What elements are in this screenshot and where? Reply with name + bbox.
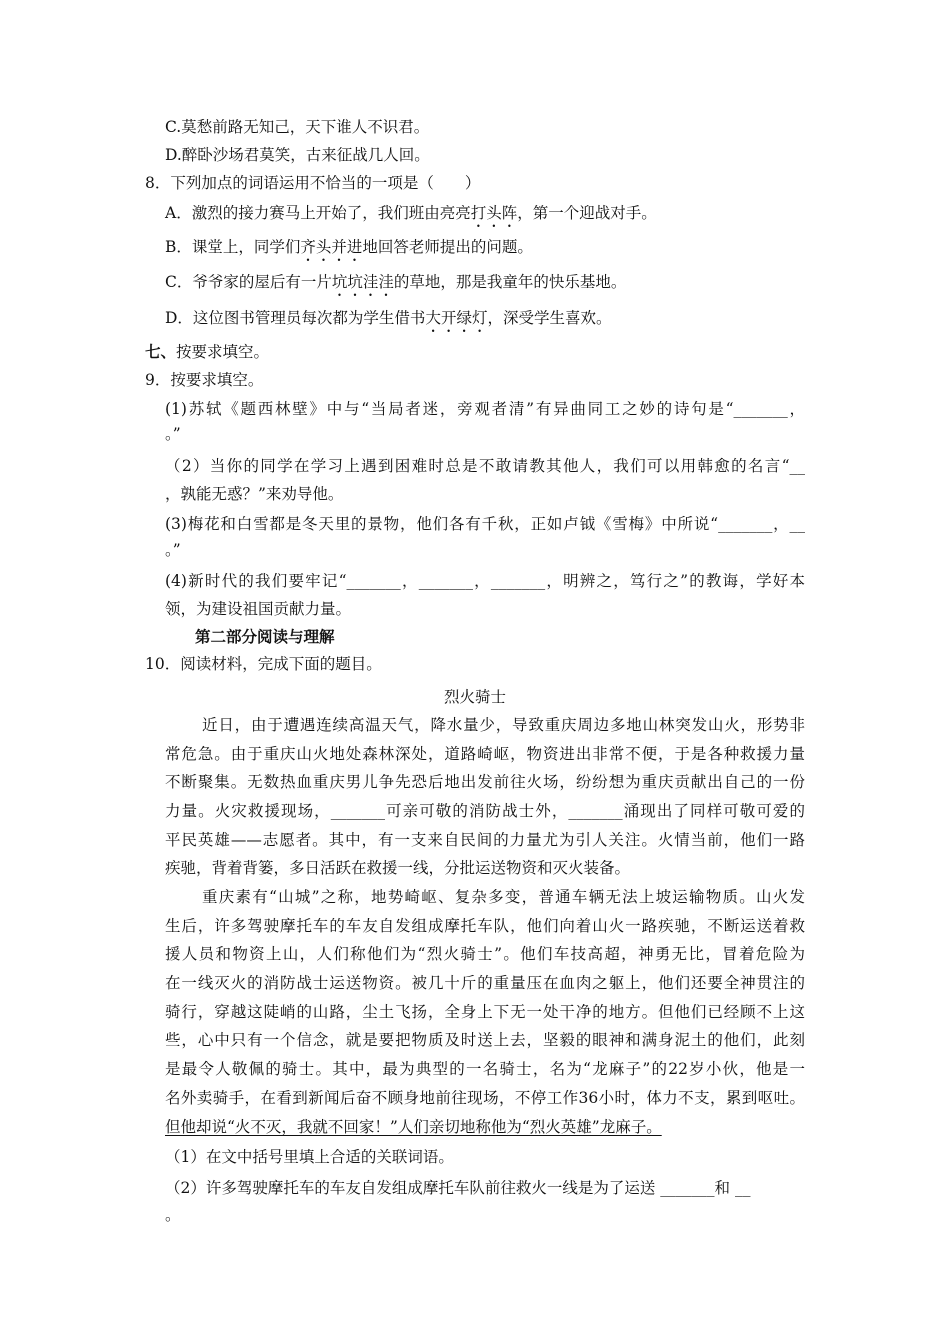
q10-sub-question-2-end: 。 (165, 1206, 181, 1224)
passage-line: 骑行，穿越这陡峭的山路，尘土飞扬，全身上下无一处干净的地方。但他们已经顾不上这 (165, 1003, 805, 1021)
q9-line: (3)梅花和白雪都是冬天里的景物，他们各有千秋，正如卢钺《雪梅》中所说“_______，__ (165, 515, 805, 533)
passage-line-underlined: 但他却说“火不灭，我就不回家！”人们亲切地称他为“烈火英雄”龙麻子。 (165, 1118, 662, 1136)
dotted-word: 坑坑洼洼 (331, 273, 394, 291)
part-2-title: 第二部分阅读与理解 (195, 627, 335, 646)
passage-line: 生后，许多驾驶摩托车的车友自发组成摩托车队，他们向着山火一路疾驰，不断运送着救 (165, 917, 805, 935)
dotted-word: 大开绿灯 (425, 309, 488, 327)
passage-line: 近日，由于遭遇连续高温天气，降水量少，导致重庆周边多地山林突发山火，形势非 (202, 716, 805, 734)
option-text: ，深受学生喜欢。 (487, 309, 612, 327)
section-number: 七、 (145, 342, 177, 361)
q8-option-b (165, 237, 533, 265)
section-7-heading (145, 342, 269, 362)
option-text: 地回答老师提出的问题。 (362, 238, 533, 256)
q9-line: 领，为建设祖国贡献力量。 (165, 600, 352, 618)
passage-line: 平民英雄——志愿者。其中，有一支来自民间的力量尤为引人关注。火情当前，他们一路 (165, 831, 805, 849)
option-text: 的草地，那是我童年的快乐基地。 (393, 273, 627, 291)
passage-line: 不断聚集。无数热血重庆男儿争先恐后地出发前往火场，纷纷想为重庆贡献出自己的一份 (165, 773, 805, 791)
passage-line: 援人员和物资上山，人们称他们为“烈火骑士”。他们车技高超，神勇无比，冒着危险为 (165, 945, 805, 963)
q7-option-c: C.莫愁前路无知己，天下谁人不识君。 (165, 118, 430, 136)
dotted-word: 打头阵 (470, 204, 518, 222)
q7-option-d: D.醉卧沙场君莫笑，古来征战几人回。 (165, 146, 430, 164)
passage-line: 名外卖骑手，在看到新闻后奋不顾身地前往现场，不停工作36小时，体力不支，累到呕吐。 (165, 1089, 805, 1107)
q9-line: ，孰能无惑？”来劝导他。 (165, 485, 344, 503)
q9-line: 。” (165, 425, 181, 443)
passage-line: 在一线灭火的消防战士运送物资。被几十斤的重量压在血肉之躯上，他们还要全神贯注的 (165, 974, 805, 992)
passage-line: 力量。火灾救援现场，_______可亲可敬的消防战士外，_______涌现出了同样可敬可爱的 (165, 802, 805, 820)
option-text: D．这位图书管理员每次都为学生借书 (165, 309, 426, 327)
q9-stem: 9．按要求填空。 (145, 371, 264, 389)
q8-option-d (165, 308, 611, 336)
passage-line: 疾驰，背着背篓，多日活跃在救援一线，分批运送物资和灭火装备。 (165, 859, 631, 877)
q10-sub-question-1: （1）在文中括号里填上合适的关联词语。 (165, 1148, 454, 1166)
passage-line: 是最令人敬佩的骑士。其中，最为典型的一名骑士，名为“龙麻子”的22岁小伙，他是一 (165, 1060, 805, 1078)
q8-option-a (165, 203, 657, 231)
passage-line: 重庆素有“山城”之称，地势崎岖、复杂多变，普通车辆无法上坡运输物质。山火发 (202, 888, 805, 906)
q9-line: (4)新时代的我们要牢记“_______，_______，_______，明辨之，笃行之”的教诲，学好本 (165, 572, 805, 590)
q10-stem: 10．阅读材料，完成下面的题目。 (145, 655, 382, 673)
q9-line: (1)苏轼《题西林壁》中与“当局者迷，旁观者清”有异曲同工之妙的诗句是“_______， (165, 400, 805, 418)
q8-option-c (165, 272, 626, 300)
option-text: C．爷爷家的屋后有一片 (165, 273, 332, 291)
q9-line: 。” (165, 541, 181, 559)
dotted-word: 齐头并进 (300, 238, 363, 256)
option-text: B．课堂上，同学们 (165, 238, 301, 256)
passage-title: 烈火骑士 (444, 688, 507, 706)
section-title: 按要求填空。 (176, 343, 270, 361)
passage-line: 些，心中只有一个信念，就是要把物质及时送上去，坚毅的眼神和满身泥土的他们，此刻 (165, 1031, 805, 1049)
option-text: ，第一个迎战对手。 (517, 204, 657, 222)
q10-sub-question-2: （2）许多驾驶摩托车的车友自发组成摩托车队前往救火一线是为了运送 _______和 __ (165, 1179, 751, 1197)
passage-line: 常危急。由于重庆山火地处森林深处，道路崎岖，物资进出非常不便，于是各种救援力量 (165, 745, 805, 763)
option-text: A．激烈的接力赛马上开始了，我们班由亮亮 (165, 204, 471, 222)
q8-stem: 8．下列加点的词语运用不恰当的一项是（ ） (145, 174, 481, 192)
q9-line: （2）当你的同学在学习上遇到困难时总是不敢请教其他人，我们可以用韩愈的名言“__ (165, 457, 805, 475)
